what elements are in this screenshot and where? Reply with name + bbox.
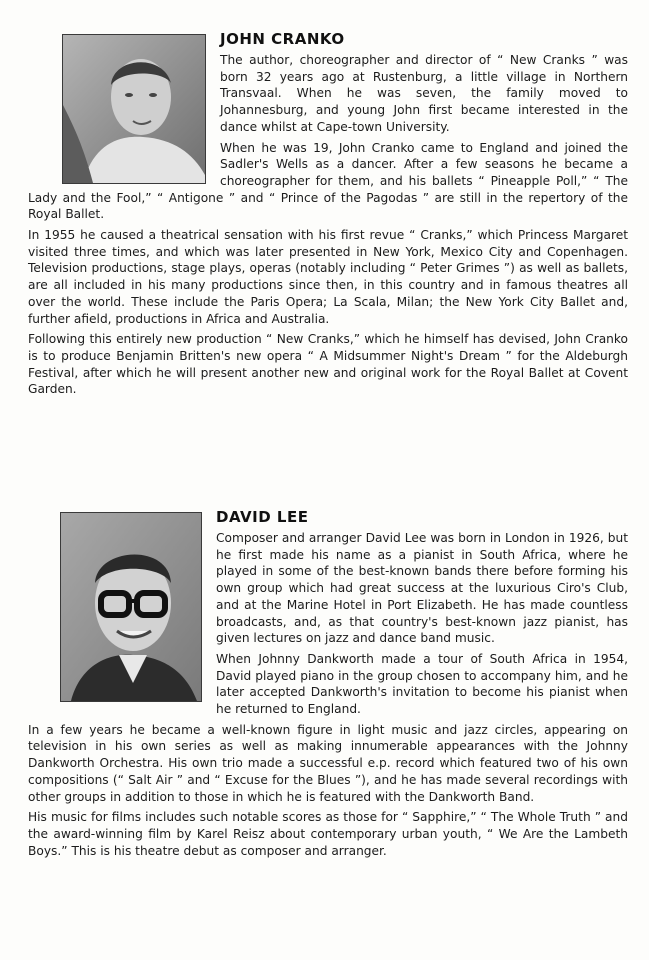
portrait-photo-icon [63, 35, 205, 183]
john-cranko-paragraph-2: When he was 19, John Cranko came to England and joined the Sadler's Wells as a dancer. After a few seasons he became a choreographer for them, and his ballets “ Pineapple Poll,” “ The Lady and the Fool,” “ Antigone ” and “ Prince of the Pagodas ” are still in the repertory of the Royal Ballet. [28, 140, 628, 222]
david-lee-heading: DAVID LEE [216, 508, 309, 526]
david-lee-bio [28, 508, 628, 863]
john-cranko-paragraph-3: In 1955 he caused a theatrical sensation with his first revue “ Cranks,” which Princess Margaret visited three times, and which was later presented in New York, Mexico City and Copenhagen. Television productions, stage plays, operas (notably including “ Peter Grimes ”) as well as ballets, are all included in his many productions since then, in this country and in famous theatres all over the world. These include the Paris Opera; La Scala, Milan; the New York City Ballet and, further afield, productions in Africa and Australia. [28, 228, 628, 326]
john-cranko-bio [28, 30, 628, 402]
john-cranko-heading: JOHN CRANKO [220, 30, 345, 48]
david-lee-paragraph-1: Composer and arranger David Lee was born in London in 1926, but he first made his name as a pianist in South Africa, where he played in some of the best-known bands there before forming his own group which had great success at the luxurious Ciro's Club, and at the Marine Hotel in Port Elizabeth. He has made countless broadcasts, and, as that country's best-known jazz pianist, has given lectures on jazz and dance band music. [216, 531, 628, 646]
david-lee-paragraph-2: When Johnny Dankworth made a tour of South Africa in 1954, David played piano in the group chosen to accompany him, and he later accepted Dankworth's invitation to become his pianist when he returned to England. [216, 651, 628, 717]
david-lee-paragraph-3: In a few years he became a well-known figure in light music and jazz circles, appearing on television in his own series as well as making innumerable appearances with the Johnny Dankworth Orchestra. His own trio made a successful e.p. record which featured two of his own compositions (“ Salt Air ” and “ Excuse for the Blues ”), and he has made several recordings with other groups in addition to those in which he is featured with the Dankworth Band. [28, 722, 628, 804]
john-cranko-paragraph-1: The author, choreographer and director of “ New Cranks ” was born 32 years ago at Rustenburg, a little village in Northern Transvaal. When he was seven, the family moved to Johannesburg, and young John first became interested in the dance whilst at Cape-town University. [220, 53, 628, 134]
portrait-photo-icon [61, 513, 201, 701]
david-lee-paragraph-4: His music for films includes such notable scores as those for “ Sapphire,” “ The Whole Truth ” and the award-winning film by Karel Reisz about contemporary urban youth, “ We Are the Lambeth Boys.” This is his theatre debut as composer and arranger. [28, 810, 628, 858]
john-cranko-paragraph-4: Following this entirely new production “ New Cranks,” which he himself has devised, John Cranko is to produce Benjamin Britten's new opera “ A Midsummer Night's Dream ” for the Aldeburgh Festival, after which he will present another new and original work for the Royal Ballet at Covent Garden. [28, 332, 628, 397]
david-lee-photo [60, 512, 202, 702]
john-cranko-photo [62, 34, 206, 184]
